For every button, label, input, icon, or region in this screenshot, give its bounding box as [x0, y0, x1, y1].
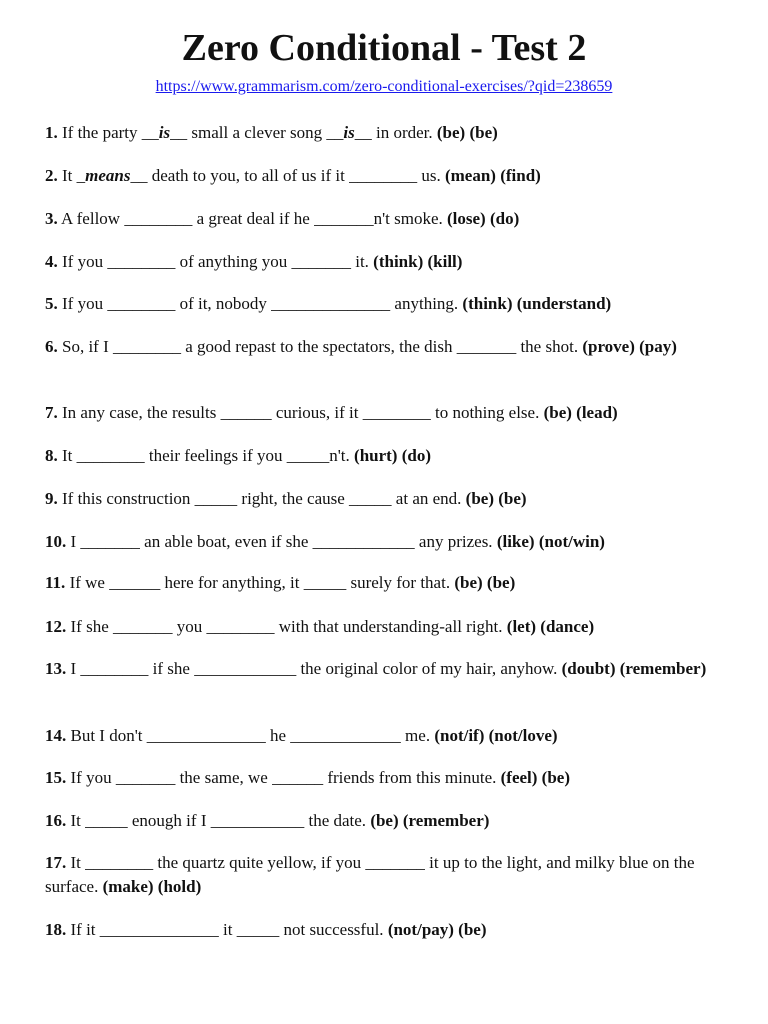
question-number: 7. [45, 403, 58, 422]
question-text: If you ________ of anything you _______ it. [57, 252, 374, 271]
question-9 [45, 487, 745, 511]
verb-hint: (let) (dance) [506, 617, 595, 636]
question-text: If the party __ [57, 123, 159, 142]
question-number: 3. [45, 209, 58, 228]
verb-hint: (be) (be) [436, 123, 498, 142]
question-text: If it ______________ it _____ not successful. [66, 920, 388, 939]
verb-hint: (hurt) (do) [354, 446, 431, 465]
question-text: If we ______ here for anything, it _____ surely for that. [65, 573, 455, 592]
source-link[interactable]: https://www.grammarism.com/zero-conditional-exercises/?qid=238659 [155, 78, 613, 95]
question-5 [45, 292, 745, 316]
verb-hint: (be) (remember) [370, 811, 490, 830]
question-text: A fellow ________ a great deal if he _______n't smoke. [57, 209, 448, 228]
question-text: It ________ the quartz quite yellow, if you _______ it up to the light, and milky blue on the surface. [45, 853, 695, 896]
question-number: 4. [45, 252, 58, 271]
question-number: 2. [45, 166, 58, 185]
question-12 [45, 615, 745, 639]
question-number: 9. [45, 489, 58, 508]
question-number: 10. [45, 532, 67, 551]
verb-hint: (like) (not/win) [496, 532, 605, 551]
question-number: 1. [45, 123, 58, 142]
question-8 [45, 444, 745, 468]
question-number: 13. [45, 659, 67, 678]
question-15 [45, 766, 745, 790]
verb-hint: (lose) (do) [447, 209, 520, 228]
verb-hint: (not/if) (not/love) [434, 726, 558, 745]
question-1 [45, 121, 745, 145]
question-17 [45, 851, 745, 899]
verb-hint: (be) (lead) [543, 403, 618, 422]
question-4 [45, 250, 745, 274]
question-13 [45, 657, 745, 681]
question-number: 18. [45, 920, 67, 939]
verb-hint: (mean) (find) [444, 166, 541, 185]
question-text: If you ________ of it, nobody ______________ anything. [57, 294, 463, 313]
verb-hint: (be) (be) [465, 489, 527, 508]
question-10 [45, 530, 745, 554]
page-title: Zero Conditional - Test 2 [181, 27, 587, 69]
question-text: __ small a clever song __ [170, 123, 344, 142]
verb-hint: (prove) (pay) [582, 337, 677, 356]
question-text: It ________ their feelings if you _____n't. [57, 446, 355, 465]
question-text: But I don't ______________ he _____________ me. [66, 726, 435, 745]
question-text: It _____ enough if I ___________ the date. [66, 811, 371, 830]
question-11 [45, 571, 745, 595]
question-number: 12. [45, 617, 67, 636]
question-7 [45, 401, 745, 425]
question-text: If this construction _____ right, the cause _____ at an end. [57, 489, 466, 508]
question-text: If you _______ the same, we ______ friends from this minute. [66, 768, 501, 787]
verb-hint: (not/pay) (be) [387, 920, 487, 939]
verb-hint: (be) (be) [454, 573, 516, 592]
verb-hint: (make) (hold) [102, 877, 202, 896]
question-2 [45, 164, 745, 188]
question-text: __ death to you, to all of us if it ________ us. [130, 166, 445, 185]
question-number: 8. [45, 446, 58, 465]
question-number: 11. [45, 573, 66, 592]
question-text: If she _______ you ________ with that understanding-all right. [66, 617, 507, 636]
question-number: 6. [45, 337, 58, 356]
answer-fill: means [85, 166, 131, 185]
verb-hint: (feel) (be) [500, 768, 570, 787]
question-number: 5. [45, 294, 58, 313]
question-text: In any case, the results ______ curious, if it ________ to nothing else. [57, 403, 544, 422]
question-number: 14. [45, 726, 67, 745]
question-text: I ________ if she ____________ the original color of my hair, anyhow. [66, 659, 562, 678]
question-3 [45, 207, 745, 231]
verb-hint: (think) (understand) [462, 294, 612, 313]
answer-fill: is [158, 123, 171, 142]
question-text: So, if I ________ a good repast to the spectators, the dish _______ the shot. [57, 337, 583, 356]
question-number: 17. [45, 853, 67, 872]
question-text: It _ [57, 166, 86, 185]
question-number: 15. [45, 768, 67, 787]
question-14 [45, 724, 745, 748]
question-16 [45, 809, 745, 833]
question-number: 16. [45, 811, 67, 830]
question-18 [45, 918, 745, 942]
verb-hint: (doubt) (remember) [561, 659, 707, 678]
question-6 [45, 335, 745, 359]
question-text: I _______ an able boat, even if she ____________ any prizes. [66, 532, 497, 551]
answer-fill: is [343, 123, 355, 142]
verb-hint: (think) (kill) [373, 252, 463, 271]
question-text: __ in order. [354, 123, 437, 142]
